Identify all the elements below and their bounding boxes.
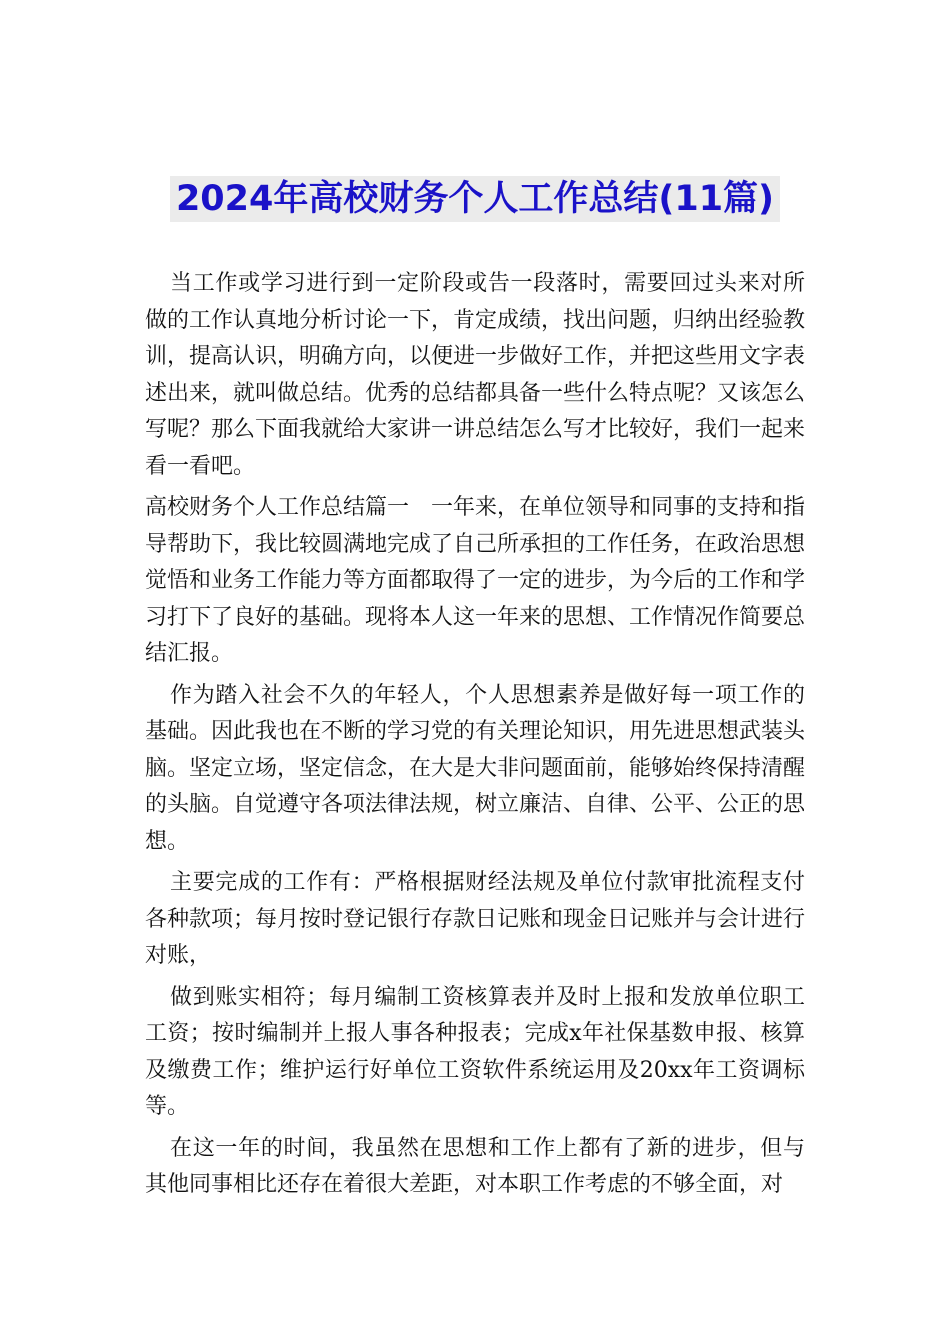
paragraph-main-work: 主要完成的工作有：严格根据财经法规及单位付款审批流程支付各种款项；每月按时登记银行存款日记账和现金日记账并与会计进行对账， — [145, 870, 806, 968]
document-body — [145, 266, 805, 1209]
paragraph-section-one-start: 高校财务个人工作总结篇一 一年来，在单位领导和同事的支持和指导帮助下，我比较圆满地完成了自己所承担的工作任务，在政治思想觉悟和业务工作能力等方面都取得了一定的进步，为今后的工作和学习打下了良好的基础。现将本人这一年来的思想、工作情况作简要总结汇报。 — [145, 495, 806, 666]
paragraph-main-work-cont: 做到账实相符；每月编制工资核算表并及时上报和发放单位职工工资；按时编制并上报人事各种报表；完成x年社保基数申报、核算及缴费工作；维护运行好单位工资软件系统运用及20xx年工资调标等。 — [145, 984, 805, 1119]
paragraph-intro: 当工作或学习进行到一定阶段或告一段落时，需要回过头来对所做的工作认真地分析讨论一下，肯定成绩，找出问题，归纳出经验教训，提高认识，明确方向，以便进一步做好工作，并把这些用文字表述出来，就叫做总结。优秀的总结都具备一些什么特点呢？又该怎么写呢？那么下面我就给大家讲一讲总结怎么写才比较好，我们一起来看一看吧。 — [145, 271, 806, 479]
paragraph-thought: 作为踏入社会不久的年轻人，个人思想素养是做好每一项工作的基础。因此我也在不断的学习党的有关理论知识，用先进思想武装头脑。坚定立场，坚定信念，在大是大非问题面前，能够始终保持清醒的头脑。自觉遵守各项法律法规，树立廉洁、自律、公平、公正的思想。 — [145, 682, 806, 854]
document-title: 2024年高校财务个人工作总结(11篇) — [170, 176, 780, 222]
paragraph-shortcomings: 在这一年的时间，我虽然在思想和工作上都有了新的进步，但与其他同事相比还存在着很大差距，对本职工作考虑的不够全面，对 — [145, 1135, 805, 1197]
title-container — [0, 176, 950, 222]
